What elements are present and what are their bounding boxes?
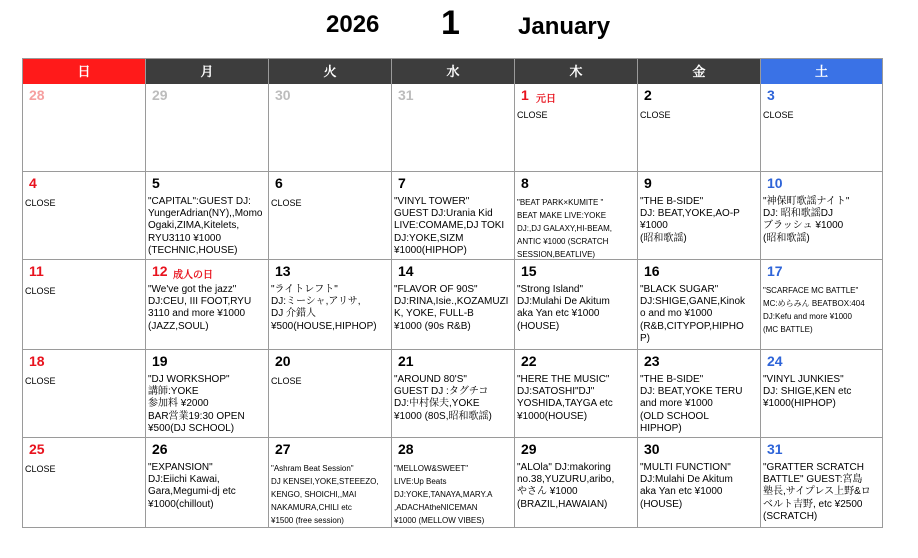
day-number: 25 <box>29 441 45 457</box>
day-cell <box>23 84 146 172</box>
month-number: 1 <box>441 4 460 42</box>
closed-label: CLOSE <box>763 110 794 120</box>
event-description: "ライトレフト" DJ:ミーシャ,アリサ, DJ 介錯人 ¥500(HOUSE,HIPHOP) <box>271 284 377 332</box>
event-description: "THE B-SIDE" DJ: BEAT,YOKE TERU and more ¥1000 (OLD SCHOOL HIPHOP) <box>640 374 743 434</box>
day-cell <box>146 172 269 260</box>
weekday-header: 火 <box>269 59 392 84</box>
day-number: 9 <box>644 175 652 191</box>
day-number: 27 <box>275 441 291 457</box>
closed-label: CLOSE <box>640 110 671 120</box>
day-number: 14 <box>398 263 414 279</box>
day-number: 6 <box>275 175 283 191</box>
event-description: "DJ WORKSHOP" 講師:YOKE 参加料 ¥2000 BAR営業19:30 OPEN ¥500(DJ SCHOOL) <box>148 374 245 434</box>
weekday-header-row <box>23 59 883 84</box>
weekday-header: 木 <box>515 59 638 84</box>
event-description: "Strong Island" DJ:Mulahi De Akitum aka Yan etc ¥1000 (HOUSE) <box>517 284 610 332</box>
day-cell <box>515 172 638 260</box>
day-number: 28 <box>29 87 45 103</box>
closed-label: CLOSE <box>271 198 302 208</box>
day-cell <box>392 260 515 350</box>
day-number: 29 <box>152 87 168 103</box>
day-number: 3 <box>767 87 775 103</box>
event-description: "FLAVOR OF 90S" DJ:RINA,Isie.,KOZAMUZI K, YOKE, FULL-B ¥1000 (90s R&B) <box>394 284 509 332</box>
day-number: 19 <box>152 353 168 369</box>
event-description: "MULTI FUNCTION" DJ:Mulahi De Akitum aka Yan etc ¥1000 (HOUSE) <box>640 462 733 510</box>
closed-label: CLOSE <box>25 198 56 208</box>
day-cell <box>23 260 146 350</box>
closed-label: CLOSE <box>25 286 56 296</box>
day-number: 15 <box>521 263 537 279</box>
day-number: 31 <box>767 441 783 457</box>
day-cell <box>23 172 146 260</box>
weekday-header: 水 <box>392 59 515 84</box>
event-description: "MELLOW&SWEET" LIVE:Up Beats DJ:YOKE,TANAYA,MARY.A ,ADACHAtheNICEMAN ¥1000 (MELLOW VIBES) <box>394 464 493 525</box>
day-cell <box>392 172 515 260</box>
day-number: 16 <box>644 263 660 279</box>
day-cell <box>638 172 761 260</box>
holiday-label: 成人の日 <box>173 270 213 281</box>
closed-label: CLOSE <box>25 464 56 474</box>
day-cell <box>269 438 392 528</box>
day-cell <box>761 260 883 350</box>
day-number: 12 <box>152 263 168 279</box>
month-name: January <box>518 13 611 40</box>
day-cell <box>23 438 146 528</box>
day-cell <box>761 172 883 260</box>
day-number: 4 <box>29 175 37 191</box>
day-number: 21 <box>398 353 414 369</box>
event-description: "Ashram Beat Session" DJ KENSEI,YOKE,STEEEZO, KENGO, SHOICHI,,MAI NAKAMURA,CHILI etc ¥1500 (free session) <box>271 464 379 525</box>
day-number: 7 <box>398 175 406 191</box>
day-cell <box>392 350 515 438</box>
day-number: 20 <box>275 353 291 369</box>
day-cell <box>515 438 638 528</box>
event-description: "BLACK SUGAR" DJ:SHIGE,GANE,Kinok o and mo ¥1000 (R&B,CITYPOP,HIPHO P) <box>640 284 746 344</box>
event-description: "THE B-SIDE" DJ: BEAT,YOKE,AO-P ¥1000 (昭和歌謡) <box>640 196 740 244</box>
day-number: 18 <box>29 353 45 369</box>
day-cell <box>146 350 269 438</box>
event-description: "神保町歌謡ナイト" DJ: 昭和歌謡DJ ブラッシュ ¥1000 (昭和歌謡) <box>763 196 850 244</box>
day-number: 31 <box>398 87 414 103</box>
day-cell <box>761 350 883 438</box>
day-cell <box>515 260 638 350</box>
day-number: 30 <box>275 87 291 103</box>
day-cell <box>761 84 883 172</box>
day-cell <box>146 438 269 528</box>
day-number: 11 <box>29 263 44 279</box>
day-cell <box>392 84 515 172</box>
weekday-header: 月 <box>146 59 269 84</box>
day-cell <box>638 438 761 528</box>
day-cell <box>515 350 638 438</box>
event-description: "VINYL JUNKIES" DJ: SHIGE,KEN etc ¥1000(HIPHOP) <box>763 374 852 410</box>
day-cell <box>392 438 515 528</box>
day-cell <box>23 350 146 438</box>
event-description: "VINYL TOWER" GUEST DJ:Urania Kid LIVE:COMAME,DJ TOKI DJ:YOKE,SIZM ¥1000(HIPHOP) <box>394 196 505 256</box>
event-description: "We've got the jazz" DJ:CEU, III FOOT,RYU 3110 and more ¥1000 (JAZZ,SOUL) <box>148 284 252 332</box>
day-number: 22 <box>521 353 537 369</box>
calendar-grid <box>22 58 883 528</box>
day-number: 28 <box>398 441 414 457</box>
event-description: "ALOla" DJ:makoring no.38,YUZURU,aribo, やさん ¥1000 (BRAZIL,HAWAIAN) <box>517 462 615 510</box>
event-description: "EXPANSION" DJ:Eiichi Kawai, Gara,Megumi-dj etc ¥1000(chillout) <box>148 462 236 510</box>
day-number: 8 <box>521 175 529 191</box>
day-number: 30 <box>644 441 660 457</box>
day-number: 5 <box>152 175 160 191</box>
event-description: "GRATTER SCRATCH BATTLE" GUEST:宮島 塾長,サイプレス上野&ロ ベルト吉野, etc ¥2500 (SCRATCH) <box>763 462 871 522</box>
day-cell <box>146 84 269 172</box>
day-number: 17 <box>767 263 783 279</box>
day-number: 10 <box>767 175 783 191</box>
day-cell <box>269 172 392 260</box>
weekday-header: 金 <box>638 59 761 84</box>
closed-label: CLOSE <box>517 110 548 120</box>
day-number: 24 <box>767 353 783 369</box>
day-number: 13 <box>275 263 291 279</box>
day-cell <box>761 438 883 528</box>
event-description: "HERE THE MUSIC" DJ:SATOSHI"DJ" YOSHIDA,TAYGA etc ¥1000(HOUSE) <box>517 374 613 422</box>
day-number: 23 <box>644 353 660 369</box>
day-cell <box>638 350 761 438</box>
day-cell <box>269 260 392 350</box>
closed-label: CLOSE <box>271 376 302 386</box>
event-description: "SCARFACE MC BATTLE" MC:めらみん BEATBOX:404 DJ:Kefu and more ¥1000 (MC BATTLE) <box>763 286 865 334</box>
day-cell <box>638 84 761 172</box>
day-number: 1 <box>521 87 529 103</box>
day-cell <box>269 350 392 438</box>
weekday-header: 土 <box>761 59 883 84</box>
day-cell <box>515 84 638 172</box>
day-number: 2 <box>644 87 652 103</box>
closed-label: CLOSE <box>25 376 56 386</box>
day-number: 26 <box>152 441 168 457</box>
event-description: "CAPITAL":GUEST DJ: YungerAdrian(NY),,Momo Ogaki,ZIMA,Kitelets, RYU3110 ¥1000 (TECHNIC,HOUSE) <box>148 196 263 256</box>
event-description: "AROUND 80'S" GUEST DJ :タグチコ DJ:中村保夫,YOKE ¥1000 (80S,昭和歌謡) <box>394 374 492 422</box>
day-cell <box>638 260 761 350</box>
weekday-header: 日 <box>23 59 146 84</box>
day-number: 29 <box>521 441 537 457</box>
event-description: "BEAT PARK×KUMITE " BEAT MAKE LIVE:YOKE DJ:,DJ GALAXY,HI-BEAM, ANTIC ¥1000 (SCRATCH SESSION,BEATLIVE) <box>517 198 612 259</box>
day-cell <box>146 260 269 350</box>
day-cell <box>269 84 392 172</box>
year-label: 2026 <box>326 11 380 38</box>
holiday-label: 元日 <box>536 94 556 105</box>
